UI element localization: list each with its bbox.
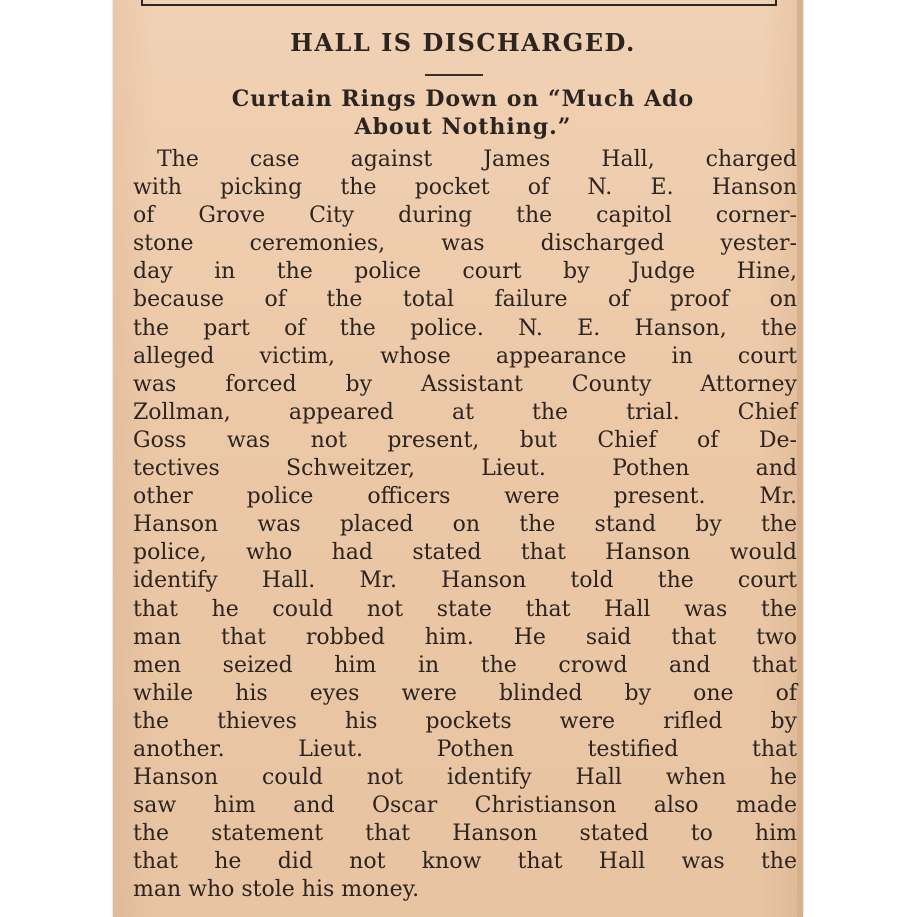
subhead-line-1: Curtain Rings Down on “Much Ado bbox=[231, 86, 695, 112]
body-line: of Grove City during the capitol corner- bbox=[133, 203, 797, 229]
body-line: The case against James Hall, charged bbox=[157, 147, 797, 172]
body-line: that he did not know that Hall was the bbox=[133, 849, 797, 875]
body-line: tectives Schweitzer, Lieut. Pothen and bbox=[133, 456, 797, 482]
body-line: the part of the police. N. E. Hanson, the bbox=[133, 315, 797, 341]
body-line: another. Lieut. Pothen testified that bbox=[133, 736, 797, 762]
subheadline bbox=[133, 85, 793, 141]
body-line: Hanson could not identify Hall when he bbox=[133, 765, 797, 791]
top-border-rule bbox=[141, 0, 777, 6]
body-line: while his eyes were blinded by one of bbox=[133, 680, 797, 706]
body-line: because of the total failure of proof on bbox=[133, 287, 797, 313]
body-line: other police officers were present. Mr. bbox=[133, 484, 797, 510]
article-body bbox=[133, 146, 797, 905]
subhead-line-2: About Nothing.” bbox=[354, 114, 572, 140]
body-line: men seized him in the crowd and that bbox=[133, 652, 797, 678]
newspaper-clipping bbox=[113, 0, 803, 917]
body-line: Hanson was placed on the stand by the bbox=[133, 512, 797, 538]
body-line: man who stole his money. bbox=[133, 877, 420, 903]
body-line: that he could not state that Hall was the bbox=[133, 596, 797, 622]
headline-divider bbox=[425, 74, 483, 76]
body-line: was forced by Assistant County Attorney bbox=[133, 371, 797, 397]
body-line: day in the police court by Judge Hine, bbox=[133, 259, 797, 285]
body-line: identify Hall. Mr. Hanson told the court bbox=[133, 568, 797, 594]
body-line: saw him and Oscar Christianson also made bbox=[133, 793, 797, 819]
body-line: the thieves his pockets were rifled by bbox=[133, 708, 797, 734]
clipping-edge bbox=[797, 0, 803, 917]
body-line: police, who had stated that Hanson would bbox=[133, 540, 797, 566]
headline: HALL IS DISCHARGED. bbox=[290, 28, 636, 57]
body-line: Goss was not present, but Chief of De- bbox=[133, 427, 797, 453]
body-line: with picking the pocket of N. E. Hanson bbox=[133, 175, 797, 201]
body-line: Zollman, appeared at the trial. Chief bbox=[133, 399, 797, 425]
body-line: the statement that Hanson stated to him bbox=[133, 821, 797, 847]
body-line: alleged victim, whose appearance in court bbox=[133, 343, 797, 369]
body-line: stone ceremonies, was discharged yester- bbox=[133, 231, 797, 257]
body-line: man that robbed him. He said that two bbox=[133, 624, 797, 650]
